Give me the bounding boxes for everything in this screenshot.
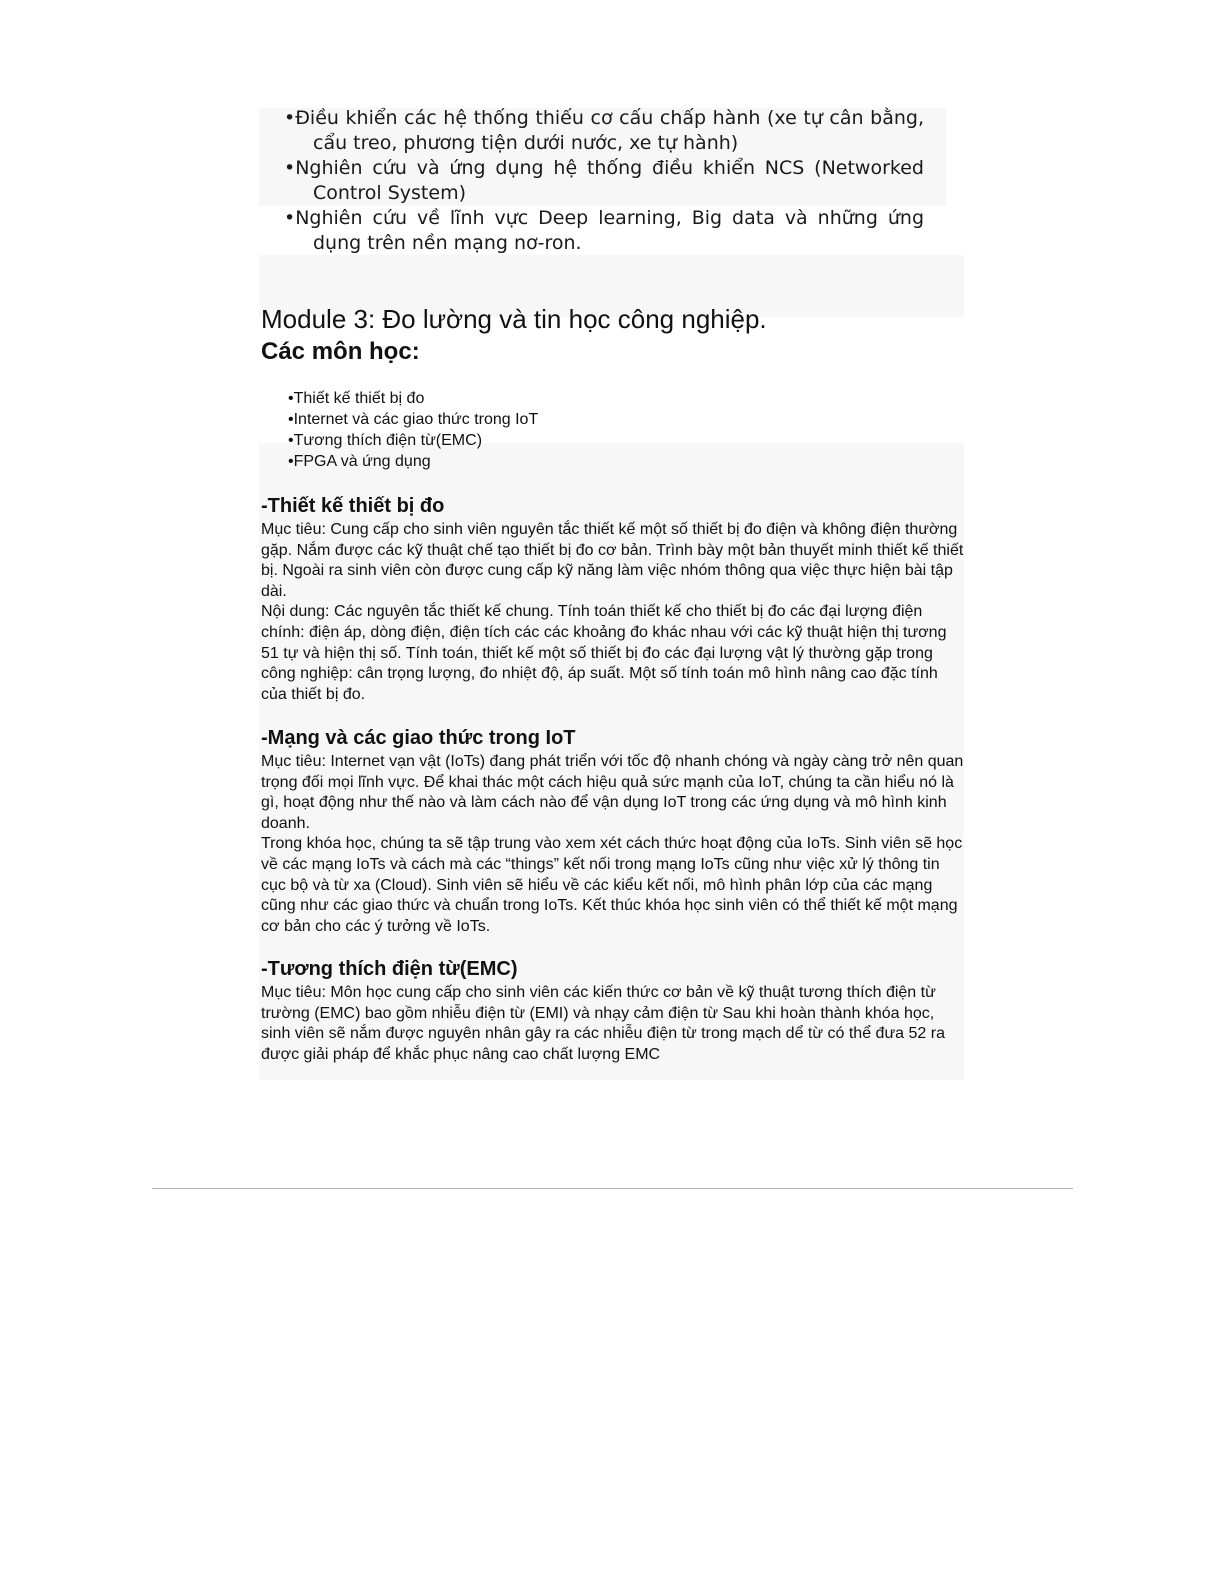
research-bullet-2: •Nghiên cứu và ứng dụng hệ thống điều khiển NCS (Networked Control System) [284,157,924,204]
course-item: •Thiết kế thiết bị đo [288,390,425,407]
course-item: •FPGA và ứng dụng [288,453,431,470]
courses-heading: Các môn học: [261,338,420,365]
research-bullet-list [284,106,924,256]
research-bullet-1: •Điều khiển các hệ thống thiếu cơ cấu chấp hành (xe tự cân bằng, cẩu treo, phương tiện dưới nước, xe tự hành) [284,107,924,154]
section-measurement-device-design [261,494,967,705]
section-emc [261,957,967,1065]
research-bullet-3: •Nghiên cứu về lĩnh vực Deep learning, Big data và những ứng dụng trên nền mạng nơ-ron. [284,207,924,254]
module-title: Module 3: Đo lường và tin học công nghiệp. [261,304,767,334]
section-title: -Tương thích điện từ(EMC) [261,958,518,980]
course-item: •Tương thích điện từ(EMC) [288,432,483,449]
section-paragraph: Mục tiêu: Cung cấp cho sinh viên nguyên tắc thiết kế một số thiết bị đo điện và không điện thường gặp. Nắm được các kỹ thuật chế tạo thiết bị đo cơ bản. Trình bày một bản thuyết minh thiết kế thiết bị. Ngoài ra sinh viên còn được cung cấp kỹ năng làm việc nhóm thông qua việc thực hiện bài tập dài. [261,521,964,600]
section-title: -Thiết kế thiết bị đo [261,495,445,517]
section-iot-networks [261,726,967,937]
section-paragraph: Mục tiêu: Môn học cung cấp cho sinh viên các kiến thức cơ bản về kỹ thuật tương thích điện từ trường (EMC) bao gồm nhiễu điện từ (EMI) và nhạy cảm điện từ Sau khi hoàn thành khóa học, sinh viên sẽ nắm được nguyên nhân gây ra các nhiễu điện từ trong mạch dể từ có thể đưa 52 ra được giải pháp để khắc phục nâng cao chất lượng EMC [261,984,945,1063]
section-paragraph: Mục tiêu: Internet vạn vật (IoTs) đang phát triển với tốc độ nhanh chóng và ngày càng trở nên quan trọng đối mọi lĩnh vực. Để khai thác một cách hiệu quả sức mạnh của IoT, chúng ta cần hiểu nó là gì, hoạt động như thế nào và làm cách nào để vận dụng IoT trong các ứng dụng và mô hình kinh doanh. [261,753,964,832]
page-divider [152,1188,1073,1189]
course-list [288,388,538,472]
section-title: -Mạng và các giao thức trong IoT [261,727,576,749]
course-item: •Internet và các giao thức trong IoT [288,411,539,428]
section-paragraph: Trong khóa học, chúng ta sẽ tập trung vào xem xét cách thức hoạt động của IoTs. Sinh viên sẽ học về các mạng IoTs và cách mà các “things” kết nối trong mạng IoTs cũng như việc xử lý thông tin cục bộ và từ xa (Cloud). Sinh viên sẽ hiểu về các kiểu kết nối, mô hình phân lớp của các mạng cũng như các giao thức và chuẩn trong IoTs. Kết thúc khóa học sinh viên có thể thiết kế một mạng cơ bản cho các ý tưởng về IoTs. [261,835,963,935]
section-paragraph: Nội dung: Các nguyên tắc thiết kế chung. Tính toán thiết kế cho thiết bị đo các đại lượng điện chính: điện áp, dòng điện, điện tích các các khoảng đo khác nhau với các kỹ thuật hiện thị tương 51 tự và hiện thị số. Tính toán, thiết kế một số thiết bị đo các đại lượng vật lý thường gặp trong công nghiệp: cân trọng lượng, đo nhiệt độ, áp suất. Một số tính toán mô hình nâng cao đặc tính của thiết bị đo. [261,603,947,703]
